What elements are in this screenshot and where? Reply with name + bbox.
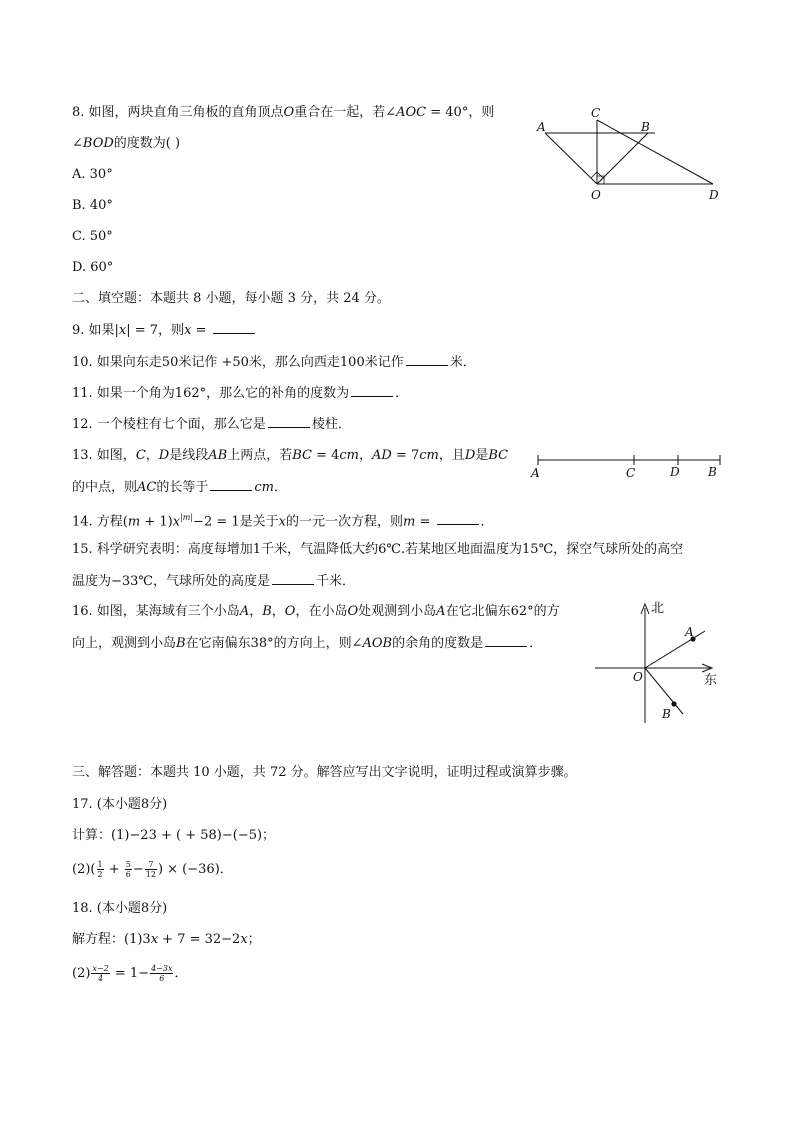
q8-option-d: D. 60°: [72, 260, 114, 275]
q8-option-b: B. 40°: [72, 198, 113, 213]
q12-text: 棱柱．: [311, 417, 351, 432]
q13-label-d: D: [670, 465, 680, 479]
q13-line1: [72, 447, 508, 465]
q14-var: m: [403, 514, 416, 530]
q13-line2: [72, 478, 287, 497]
q13-var: AB: [208, 448, 228, 463]
q16-label-east: 东: [704, 673, 718, 688]
q11-text: 11. 如果一个角为162°，那么它的补角的度数为: [72, 386, 350, 401]
q18-header: 18. (本小题8分): [72, 901, 168, 916]
frac-denominator: 6: [159, 974, 165, 983]
q8-figure: [530, 100, 730, 206]
q14-exponent: |m|: [180, 513, 194, 522]
q12-answer-blank[interactable]: [268, 415, 310, 428]
q13-text: ．: [273, 480, 287, 495]
q8-text: ∠: [72, 136, 83, 151]
q18-part1: [72, 931, 261, 949]
frac-numerator: x−2: [92, 964, 109, 973]
q8-text: = 40°，则: [426, 105, 495, 120]
q15-line2: [72, 572, 355, 591]
q16-figure: [585, 598, 735, 726]
frac-denominator: 6: [125, 870, 131, 879]
q9-text: 9. 如果|: [72, 323, 119, 338]
q8-angle-aoc: AOC: [396, 105, 427, 120]
q13-text: ，: [145, 448, 159, 463]
q13-text: 是线段: [169, 448, 209, 463]
frac-denominator: 2: [97, 870, 103, 879]
q8-var-o: O: [283, 105, 295, 120]
frac-numerator: 5: [125, 860, 131, 869]
section3-title: 三、解答题：本题共 10 小题，共 72 分。解答应写出文字说明，证明过程或演算步骤。: [72, 765, 577, 780]
q13-var: BC: [488, 448, 509, 463]
q8-label-o: O: [591, 188, 601, 202]
frac-denominator: 4: [98, 974, 104, 983]
q18-text: + 7 = 32−2: [158, 932, 241, 947]
q16-line2: [72, 634, 542, 653]
q8-label-a: A: [537, 120, 546, 134]
q13-figure: [528, 448, 728, 482]
q13-answer-blank[interactable]: [210, 478, 252, 491]
q13-var: C: [135, 448, 146, 463]
q13-var: D: [158, 448, 170, 463]
q8-option-a: A. 30°: [72, 167, 113, 182]
q9-text: | = 7，则: [126, 323, 185, 338]
q14-var: x: [172, 514, 181, 530]
q14-text: =: [415, 514, 431, 530]
q16-var: B: [176, 636, 186, 651]
q15-text: 温度为−33℃，气球所处的高度是: [72, 574, 270, 589]
q16-var: B: [262, 604, 272, 619]
q17-part1: 计算：(1)−23 + ( + 58)−(−5)；: [72, 828, 276, 843]
q11-answer-blank[interactable]: [351, 384, 393, 397]
q14-answer-blank[interactable]: [437, 512, 479, 525]
q12: [72, 415, 351, 434]
q13-label-a: A: [531, 466, 540, 480]
q17-frac-1: [97, 860, 104, 879]
q16-var: O: [284, 604, 296, 619]
q15-line1: 15. 科学研究表明：高度每增加1千米，气温降低大约6℃.若某地区地面温度为15℃，探空气球所处的高空: [72, 542, 684, 557]
q16-label-b: B: [662, 707, 671, 721]
q13-label-b: B: [708, 465, 717, 479]
q14-text: 14. 方程(: [72, 514, 128, 530]
q17-frac-3: [145, 860, 157, 879]
q13-text: ，且: [438, 448, 465, 463]
q16-line1: [72, 603, 560, 621]
q15-text: 千米．: [315, 574, 355, 589]
q13-unit: cm: [419, 448, 439, 463]
frac-numerator: 1: [97, 860, 103, 869]
q16-text: 在它北偏东62°的方: [445, 604, 560, 619]
q9: [72, 321, 257, 340]
q16-text: ，: [271, 604, 285, 619]
q14: [72, 509, 494, 531]
frac-numerator: 7: [145, 860, 157, 870]
q18-text: 解方程：(1)3: [72, 932, 151, 947]
q16-label-a: A: [685, 625, 694, 639]
q18-var: x: [150, 932, 159, 947]
q8-label-c: C: [591, 106, 601, 120]
q14-text: 的一元一次方程，则: [285, 514, 403, 530]
q13-var: AC: [137, 480, 157, 495]
q8-text: 重合在一起，若∠: [294, 105, 397, 120]
q16-label-north: 北: [651, 601, 665, 616]
q13-text: 的长等于: [156, 480, 209, 495]
q16-var: O: [347, 604, 359, 619]
q16-var: A: [239, 604, 250, 619]
q14-text: ．: [480, 514, 494, 530]
q8-line1: [72, 104, 494, 122]
q16-text: 向上，观测到小岛: [72, 636, 177, 651]
q10-text: 米．: [449, 355, 476, 370]
q10-answer-blank[interactable]: [406, 353, 448, 366]
q17-header: 17. (本小题8分): [72, 797, 168, 812]
q12-text: 12. 一个棱柱有七个面，那么它是: [72, 417, 266, 432]
q10: [72, 353, 476, 372]
frac-numerator: 4−3x: [151, 964, 173, 973]
q8-line2: [72, 135, 180, 153]
q17-text: (2)(: [72, 862, 96, 877]
q8-angle-bod: BOD: [82, 136, 114, 151]
q16-text: ，: [249, 604, 263, 619]
q17-text: ) × (−36)．: [157, 862, 233, 877]
q15-answer-blank[interactable]: [272, 572, 314, 585]
q18-text: ．: [174, 966, 188, 981]
frac-denominator: 12: [145, 870, 156, 879]
q16-angle-aob: AOB: [362, 636, 393, 651]
q16-text: 的余角的度数是: [392, 636, 484, 651]
q9-var: x: [118, 323, 127, 338]
q9-text: =: [191, 323, 207, 338]
q13-text: 的中点，则: [72, 480, 138, 495]
q8-label-b: B: [641, 120, 650, 134]
q13-text: 是: [475, 448, 489, 463]
q17-frac-2: [125, 860, 132, 879]
q16-text: 处观测到小岛: [358, 604, 437, 619]
q18-text: ；: [247, 932, 261, 947]
q8-text: 的度数为( ): [113, 136, 181, 151]
q13-text: ，: [359, 448, 373, 463]
q13-label-c: C: [626, 466, 636, 480]
q8-text: 8. 如图，两块直角三角板的直角顶点: [72, 105, 284, 120]
q18-frac-2: [150, 964, 173, 983]
q18-frac-1: [91, 964, 109, 983]
q11: [72, 384, 408, 403]
q14-text: −2 = 1是关于: [193, 514, 279, 530]
q13-text: = 4: [311, 448, 340, 463]
q10-text: 10. 如果向东走50米记作 +50米，那么向西走100米记作: [72, 355, 404, 370]
q13-text: 上两点，若: [227, 448, 293, 463]
q11-text: ．: [395, 386, 409, 401]
q18-var: x: [240, 932, 248, 947]
q14-text: + 1): [140, 514, 173, 530]
q17-text: −: [132, 862, 144, 877]
q16-text: ．: [529, 636, 543, 651]
q17-part2: [72, 860, 233, 879]
q16-text: 在它南偏东38°的方向上，则∠: [185, 636, 363, 651]
q13-unit: cm: [254, 480, 274, 495]
q13-var: AD: [372, 448, 392, 463]
q13-var: D: [464, 448, 476, 463]
q14-var: x: [278, 514, 286, 530]
q13-text: 13. 如图，: [72, 448, 136, 463]
q13-unit: cm: [339, 448, 359, 463]
q13-var: BC: [292, 448, 312, 463]
q8-option-c: C. 50°: [72, 229, 113, 244]
section2-title: 二、填空题：本题共 8 小题，每小题 3 分，共 24 分。: [72, 291, 390, 306]
q16-answer-blank[interactable]: [485, 634, 527, 647]
q16-text: 16. 如图，某海域有三个小岛: [72, 604, 240, 619]
q14-var: m: [127, 514, 141, 530]
q9-var: x: [184, 323, 192, 338]
q8-label-d: D: [709, 188, 719, 202]
q18-text: = 1−: [110, 966, 150, 981]
q13-text: = 7: [391, 448, 420, 463]
q16-label-o: O: [633, 670, 643, 684]
q16-text: ，在小岛: [295, 604, 348, 619]
q9-answer-blank[interactable]: [213, 321, 255, 334]
q16-var: A: [436, 604, 446, 619]
q17-text: +: [104, 862, 124, 877]
q18-part2: [72, 964, 187, 983]
q18-text: (2): [72, 966, 91, 981]
